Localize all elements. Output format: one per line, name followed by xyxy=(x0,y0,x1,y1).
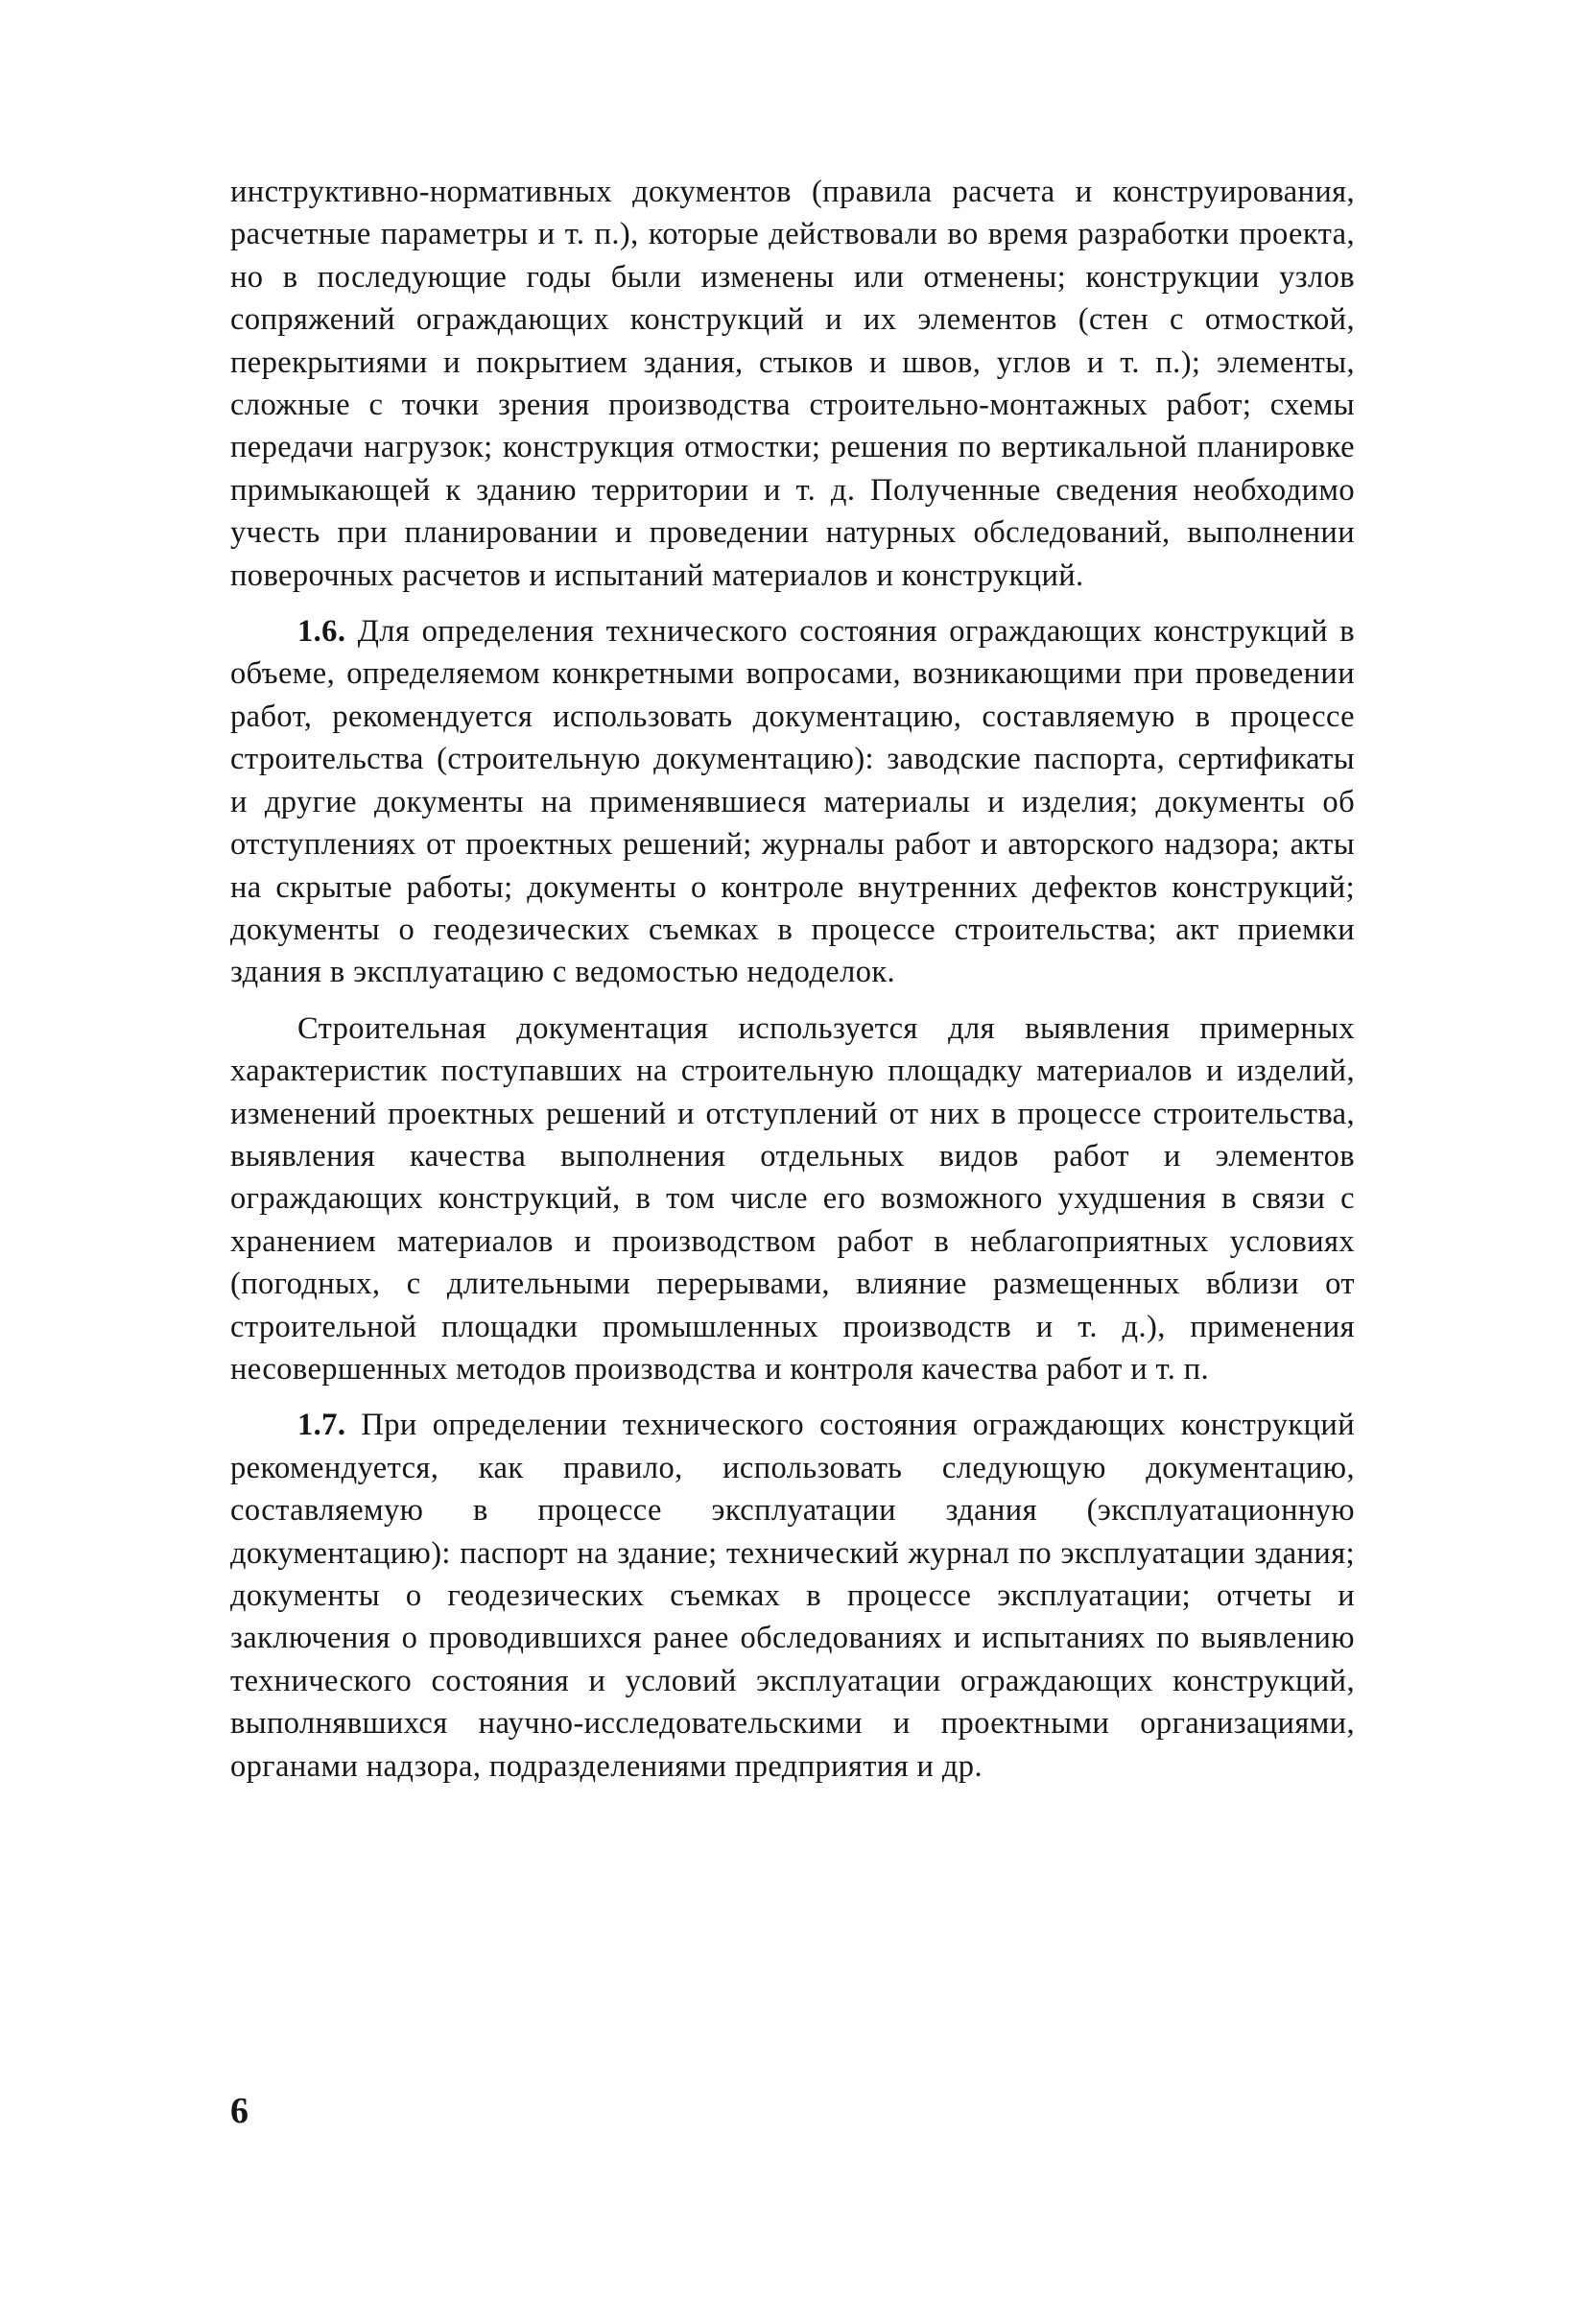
paragraph-1-7 xyxy=(230,1404,1355,1788)
body-text xyxy=(230,171,1355,1801)
page-number: 6 xyxy=(230,2091,249,2131)
paragraph-construction-docs xyxy=(230,1008,1355,1391)
paragraph-text: Строительная документация используется для выявления примерных характеристик поступавших на строительную площадку материалов и изделий, изменений проектных решений и отступлений от них в процессе строительства, выявления качества выполнения отдельных видов работ и элементов ограждающих конструкций, в том числе его возможного ухудшения в связи с хранением материалов и производством работ в неблагоприятных условиях (погодных, с длительными перерывами, влияние размещенных вблизи от строительной площадки промышленных производств и т. д.), применения несовершенных методов производства и контроля качества работ и т. п. xyxy=(230,1010,1355,1387)
paragraph-number: 1.7. xyxy=(297,1408,346,1443)
paragraph-continued xyxy=(230,171,1355,597)
paragraph-text: Для определения технического состояния ограждающих конструкций в объеме, определяемом конкретными вопросами, возникающими при проведении работ, рекомендуется использовать документацию, составляемую в процессе строительства (строительную документацию): заводские паспорта, сертификаты и другие документы на применявшиеся материалы и изделия; документы об отступлениях от проектных решений; журналы работ и авторского надзора; акты на скрытые работы; документы о контроле внутренних дефектов конструкций; документы о геодезических съемках в процессе строительства; акт приемки здания в эксплуатацию с ведомостью недоделок. xyxy=(230,614,1355,990)
paragraph-number: 1.6. xyxy=(297,614,346,650)
paragraph-1-6 xyxy=(230,610,1355,994)
paragraph-text: При определении технического состояния ограждающих конструкций рекомендуется, как правило, использовать следующую документацию, составляемую в процессе эксплуатации здания (эксплуатационную документацию): паспорт на здание; технический журнал по эксплуатации здания; документы о геодезических съемках в процессе эксплуатации; отчеты и заключения о проводившихся ранее обследованиях и испытаниях по выявлению технического состояния и условий эксплуатации ограждающих конструкций, выполнявшихся научно-исследовательскими и проектными организациями, органами надзора, подразделениями предприятия и др. xyxy=(230,1408,1355,1784)
paragraph-text: инструктивно-нормативных документов (правила расчета и конструирования, расчетные параметры и т. п.), которые действовали во время разработки проекта, но в последующие годы были изменены или отменены; конструкции узлов сопряжений ограждающих конструкций и их элементов (стен с отмосткой, перекрытиями и покрытием здания, стыков и швов, углов и т. п.); элементы, сложные с точки зрения производства строительно-монтажных работ; схемы передачи нагрузок; конструкция отмостки; решения по вертикальной планировке примыкающей к зданию территории и т. д. Полученные сведения необходимо учесть при планировании и проведении натурных обследований, выполнении поверочных расчетов и испытаний материалов и конструкций. xyxy=(230,175,1355,593)
